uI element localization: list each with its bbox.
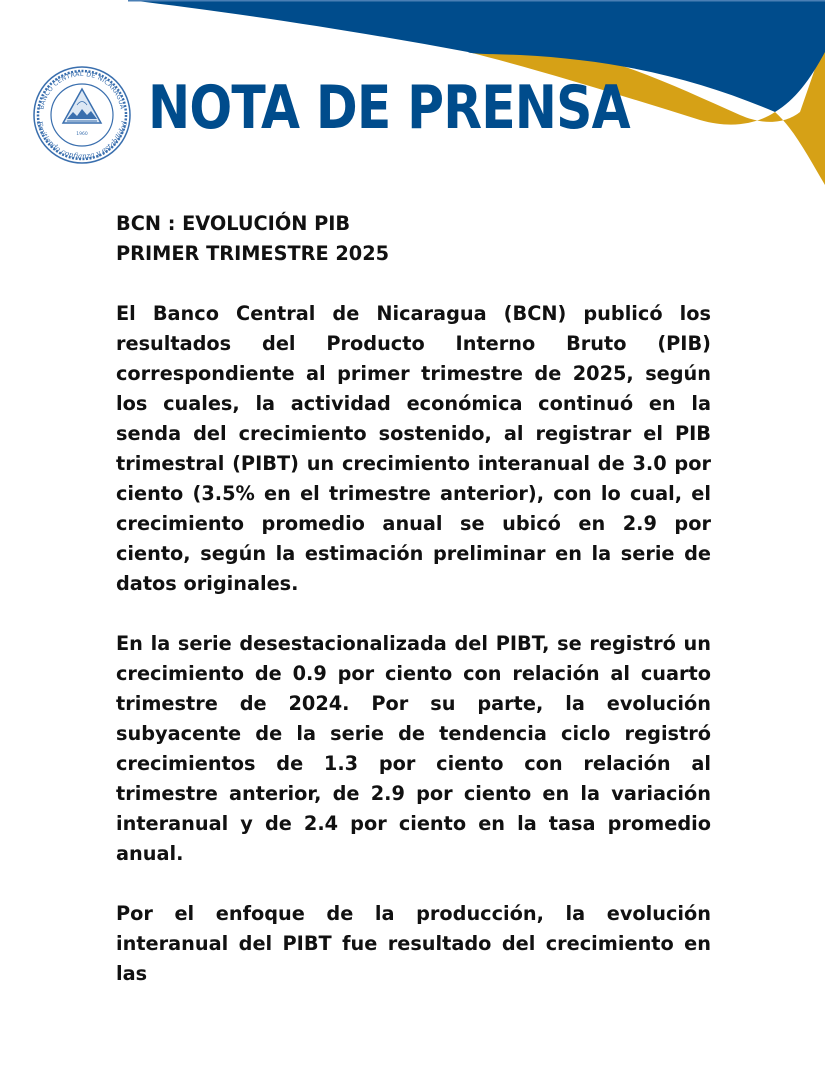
page-header: [0, 0, 825, 200]
release-heading: [116, 209, 711, 269]
svg-text:1960: 1960: [76, 132, 88, 137]
page-title: NOTA DE PRENSA: [148, 73, 630, 143]
heading-line-1: BCN : EVOLUCIÓN PIB: [116, 212, 351, 235]
svg-text:BANCO CENTRAL DE NICARAGUA: BANCO CENTRAL DE NICARAGUA: [38, 70, 126, 111]
svg-text:Emitiendo confianza y estabili: Emitiendo confianza y estabilidad: [34, 120, 130, 161]
paragraph-2: En la serie desestacionalizada del PIBT, se registró un crecimiento de 0.9 por ciento con relación al cuarto trimestre de 2024. Por su parte, la evolución subyacente de la serie de tendencia ciclo registró crecimientos de 1.3 por ciento con relación al trimestre anterior, de 2.9 por ciento en la variación interanual y de 2.4 por ciento en la tasa promedio anual.: [116, 632, 711, 865]
bcn-seal-icon: [29, 60, 135, 170]
paragraph-3: Por el enfoque de la producción, la evolución interanual del PIBT fue resultado del crecimiento en las: [116, 902, 711, 985]
press-release-body: [116, 209, 711, 989]
heading-line-2: PRIMER TRIMESTRE 2025: [116, 242, 390, 265]
paragraph-1: El Banco Central de Nicaragua (BCN) publicó los resultados del Producto Interno Bruto (PIB) correspondiente al primer trimestre de 2025, según los cuales, la actividad económica continuó en la senda del crecimiento sostenido, al registrar el PIB trimestral (PIBT) un crecimiento interanual de 3.0 por ciento (3.5% en el trimestre anterior), con lo cual, el crecimiento promedio anual se ubicó en 2.9 por ciento, según la estimación preliminar en la serie de datos originales.: [116, 302, 711, 595]
